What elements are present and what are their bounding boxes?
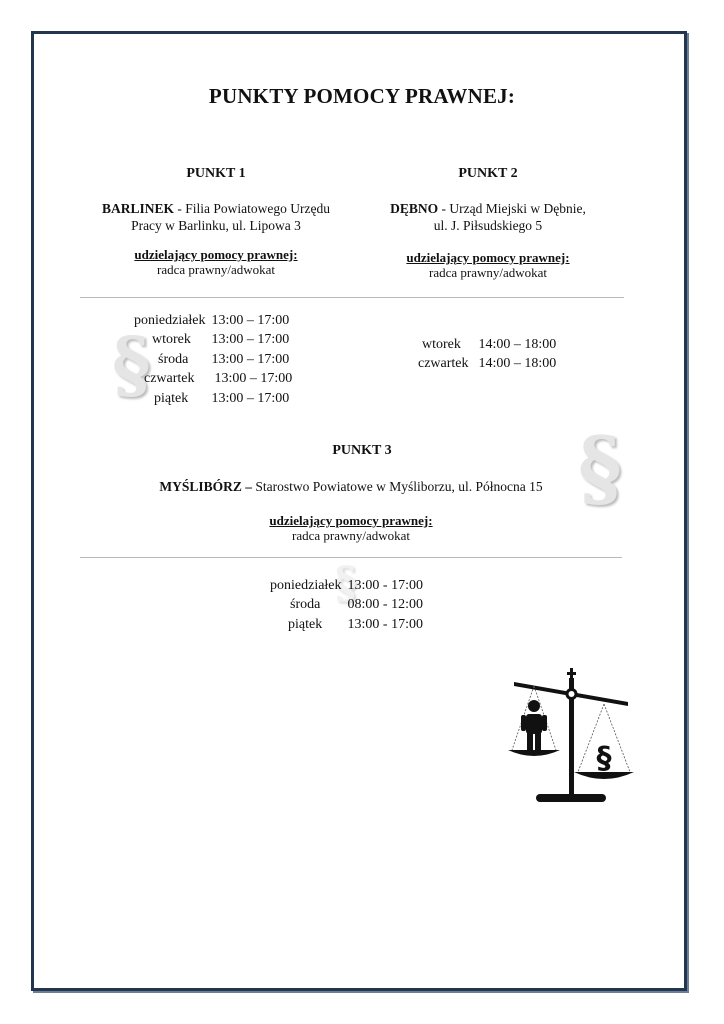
hours-time: 08:00 - 12:00 [347,597,423,613]
punkt3-address [0,478,702,495]
scales-of-justice-icon [506,668,636,808]
punkt1-address-line1: - Filia Powiatowego Urzędu [174,201,330,216]
hours-time: 13:00 – 17:00 [211,312,290,328]
hours-time: 13:00 – 17:00 [211,390,290,406]
divider-top [80,297,624,298]
hours-time: 13:00 – 17:00 [214,371,293,387]
section-symbol-watermark-right: § [578,418,622,517]
person-icon [521,700,547,750]
punkt1-address [86,200,346,234]
hours-day: środa [158,351,189,367]
scale-left-pan [508,750,560,756]
section-symbol-watermark-left: § [112,322,151,408]
punkt3-role-label: udzielający pomocy prawnej: [269,513,433,528]
table-row [134,311,292,331]
hours-time: 13:00 – 17:00 [211,332,290,348]
punkt1-role-label: udzielający pomocy prawnej: [134,247,298,262]
punkt1-hours-table [134,311,292,409]
divider-bottom [80,557,622,558]
hours-time: 13:00 - 17:00 [347,577,423,593]
hours-day: piątek [154,390,189,406]
scale-section-symbol: § [596,741,612,776]
punkt1-city: BARLINEK [102,201,175,216]
hours-time: 14:00 – 18:00 [478,356,557,372]
hours-day: środa [290,597,321,613]
table-row [134,370,292,390]
page-title: PUNKTY POMOCY PRAWNEJ: [208,84,516,108]
punkt2-address [358,200,618,234]
table-row [134,350,292,370]
hours-time: 13:00 – 17:00 [211,351,290,367]
punkt3-city: MYŚLIBÓRZ – [159,479,253,494]
punkt2-role-value: radca prawny/adwokat [428,265,548,280]
punkt1-address-line2: Pracy w Barlinku, ul. Lipowa 3 [131,218,301,233]
table-row [134,389,292,409]
hours-time: 13:00 - 17:00 [347,616,423,632]
table-row [270,576,423,596]
punkt2-address-line2: ul. J. Piłsudskiego 5 [433,218,543,233]
section-symbol-watermark-center: § [334,558,358,609]
punkt3-role-value: radca prawny/adwokat [291,528,411,543]
table-row [134,331,292,351]
punkt2-hours-table [418,335,556,374]
punkt3-hours-table [270,576,423,635]
hours-day: poniedziałek [270,577,342,593]
hours-day: czwartek [144,371,195,387]
punkt2-heading: PUNKT 2 [458,166,518,181]
punkt3-address-line1: Starostwo Powiatowe w Myśliborzu, ul. Północna 15 [252,479,543,494]
hours-day: wtorek [422,336,461,352]
hours-day: wtorek [152,332,191,348]
punkt2-address-line1: - Urząd Miejski w Dębnie, [438,201,586,216]
punkt2-city: DĘBNO [390,201,439,216]
table-row [270,615,423,635]
hours-day: czwartek [418,356,469,372]
punkt3-heading: PUNKT 3 [332,443,392,458]
table-row [418,335,556,355]
punkt1-heading: PUNKT 1 [186,166,246,181]
hours-day: poniedziałek [134,312,206,328]
hours-day: piątek [288,616,323,632]
table-row [418,355,556,375]
punkt1-role-value: radca prawny/adwokat [156,262,276,277]
punkt2-role-label: udzielający pomocy prawnej: [406,250,570,265]
table-row [270,596,423,616]
hours-time: 14:00 – 18:00 [478,336,557,352]
